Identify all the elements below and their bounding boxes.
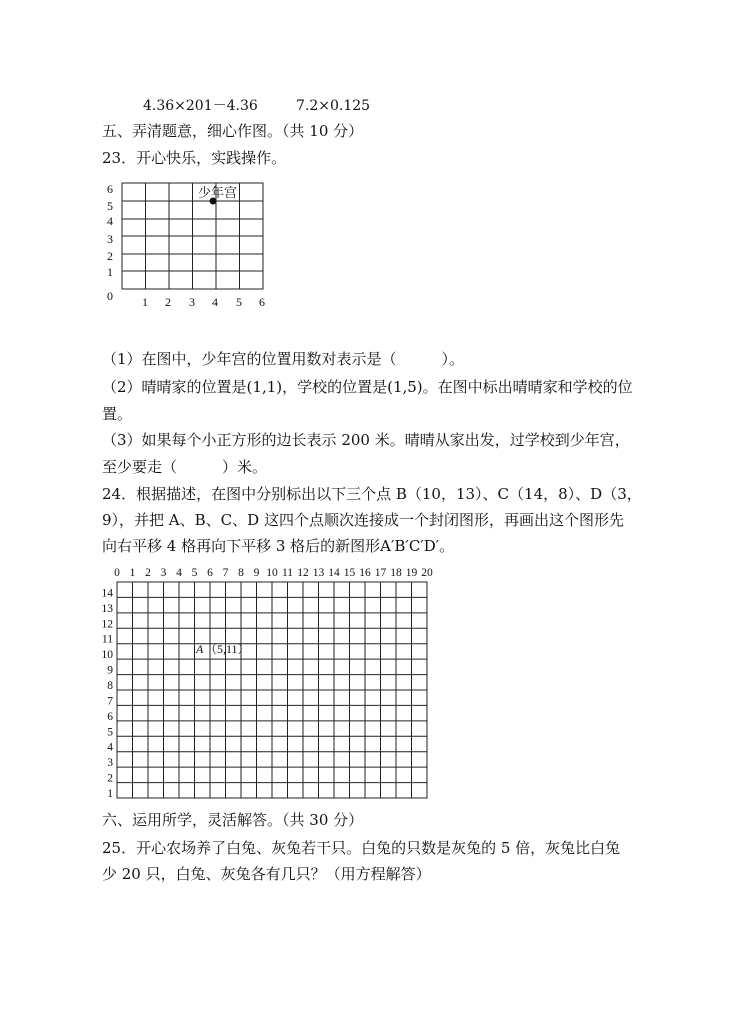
point-a-label: A — [196, 642, 204, 656]
q23-sub1: （1）在图中，少年宫的位置用数对表示是（ ）。 — [102, 350, 465, 368]
q24-y-label: 8 — [107, 680, 113, 692]
q24-x-labels — [114, 567, 433, 579]
q23-y-label: 6 — [107, 182, 113, 196]
q24-y-label: 1 — [107, 788, 113, 800]
q23-sub2-line2: 置。 — [102, 405, 133, 423]
calc-expression-2: 7.2×0.125 — [296, 98, 371, 114]
q23-sub2-line1: （2）晴晴家的位置是(1,1)，学校的位置是(1,5)。在图中标出晴晴家和学校的位 — [102, 378, 633, 396]
q24-y-label: 12 — [101, 618, 113, 631]
q23-y-label: 5 — [107, 199, 113, 213]
q23-sub3-line1: （3）如果每个小正方形的边长表示 200 米。晴晴从家出发，过学校到少年宫， — [102, 431, 630, 449]
q25-line2: 少 20 只，白兔、灰兔各有几只？（用方程解答） — [102, 865, 431, 883]
q23-y-label: 2 — [107, 249, 113, 263]
q24-x-label: 4 — [176, 567, 182, 579]
q24-x-label: 11 — [281, 567, 294, 579]
q24-x-label: 19 — [405, 567, 418, 579]
q23-y-label: 3 — [107, 232, 113, 246]
q24-y-label: 11 — [101, 633, 113, 646]
q24-x-label: 15 — [343, 567, 356, 579]
q24-y-label: 9 — [107, 664, 113, 677]
youth-palace-label: 少年宫 — [198, 185, 238, 200]
q24-x-label: 7 — [222, 567, 229, 579]
q23-y-labels — [107, 182, 113, 303]
q24-y-label: 13 — [101, 602, 113, 615]
q24-x-label: 8 — [238, 567, 244, 579]
point-a-coords: （5,11） — [205, 642, 250, 656]
section-6-title: 六、运用所学，灵活解答。（共 30 分） — [102, 811, 364, 829]
q24-x-label: 5 — [191, 567, 198, 579]
q24-grid[interactable] — [117, 582, 427, 798]
q24-x-label: 18 — [390, 567, 402, 579]
q24-x-label: 16 — [359, 567, 371, 579]
q24-x-label: 12 — [297, 567, 309, 579]
q24-y-label: 14 — [101, 587, 113, 600]
q24-y-label: 2 — [107, 772, 113, 785]
q24-x-label: 2 — [145, 567, 151, 579]
q25-line1: 25．开心农场养了白兔、灰兔若干只。白兔的只数是灰兔的 5 倍，灰兔比白兔 — [102, 839, 621, 857]
q24-line2: 9），并把 A、B、C、D 这四个点顺次连接成一个封闭图形，再画出这个图形先 — [102, 511, 624, 529]
q24-x-label: 14 — [328, 567, 340, 579]
q24-x-label: 17 — [374, 567, 387, 579]
q23-sub3-line2: 至少要走（ ）米。 — [102, 458, 268, 476]
q24-x-label: 3 — [160, 567, 167, 579]
q24-y-label: 4 — [107, 741, 113, 754]
q23-x-label: 3 — [189, 295, 195, 309]
q24-x-label: 9 — [253, 567, 260, 579]
q24-y-label: 6 — [107, 710, 113, 723]
q24-y-labels — [102, 587, 114, 800]
q24-x-label: 6 — [207, 567, 213, 579]
q23-y-label: 4 — [107, 214, 113, 228]
q23-origin-label: 0 — [107, 289, 113, 303]
q24-y-label: 3 — [107, 757, 113, 770]
q24-y-label: 5 — [107, 726, 113, 739]
calc-expression-1: 4.36×201－4.36 — [143, 98, 258, 114]
q23-x-labels — [142, 295, 265, 309]
q23-x-label: 6 — [259, 295, 265, 309]
q24-y-label: 7 — [107, 695, 113, 708]
q24-x-label: 13 — [312, 567, 325, 579]
q24-x-label: 20 — [421, 567, 433, 579]
q24-x-label: 1 — [129, 567, 136, 579]
q23-x-label: 2 — [165, 295, 171, 309]
q23-x-label: 1 — [142, 295, 148, 309]
q23-x-label: 5 — [236, 295, 242, 309]
q24-x-label: 0 — [114, 567, 120, 579]
q24-line1: 24．根据描述，在图中分别标出以下三个点 B（10，13）、C（14，8）、D（3， — [102, 485, 642, 503]
q23-x-label: 4 — [212, 295, 218, 309]
q23-title: 23．开心快乐，实践操作。 — [102, 149, 287, 167]
q24-line3: 向右平移 4 格再向下平移 3 格后的新图形A′B′C′D′。 — [102, 537, 455, 555]
section-5-title: 五、弄清题意，细心作图。（共 10 分） — [102, 122, 364, 140]
q24-x-label: 10 — [266, 567, 278, 579]
q23-y-label: 1 — [107, 265, 113, 279]
q24-y-label: 10 — [101, 649, 113, 662]
